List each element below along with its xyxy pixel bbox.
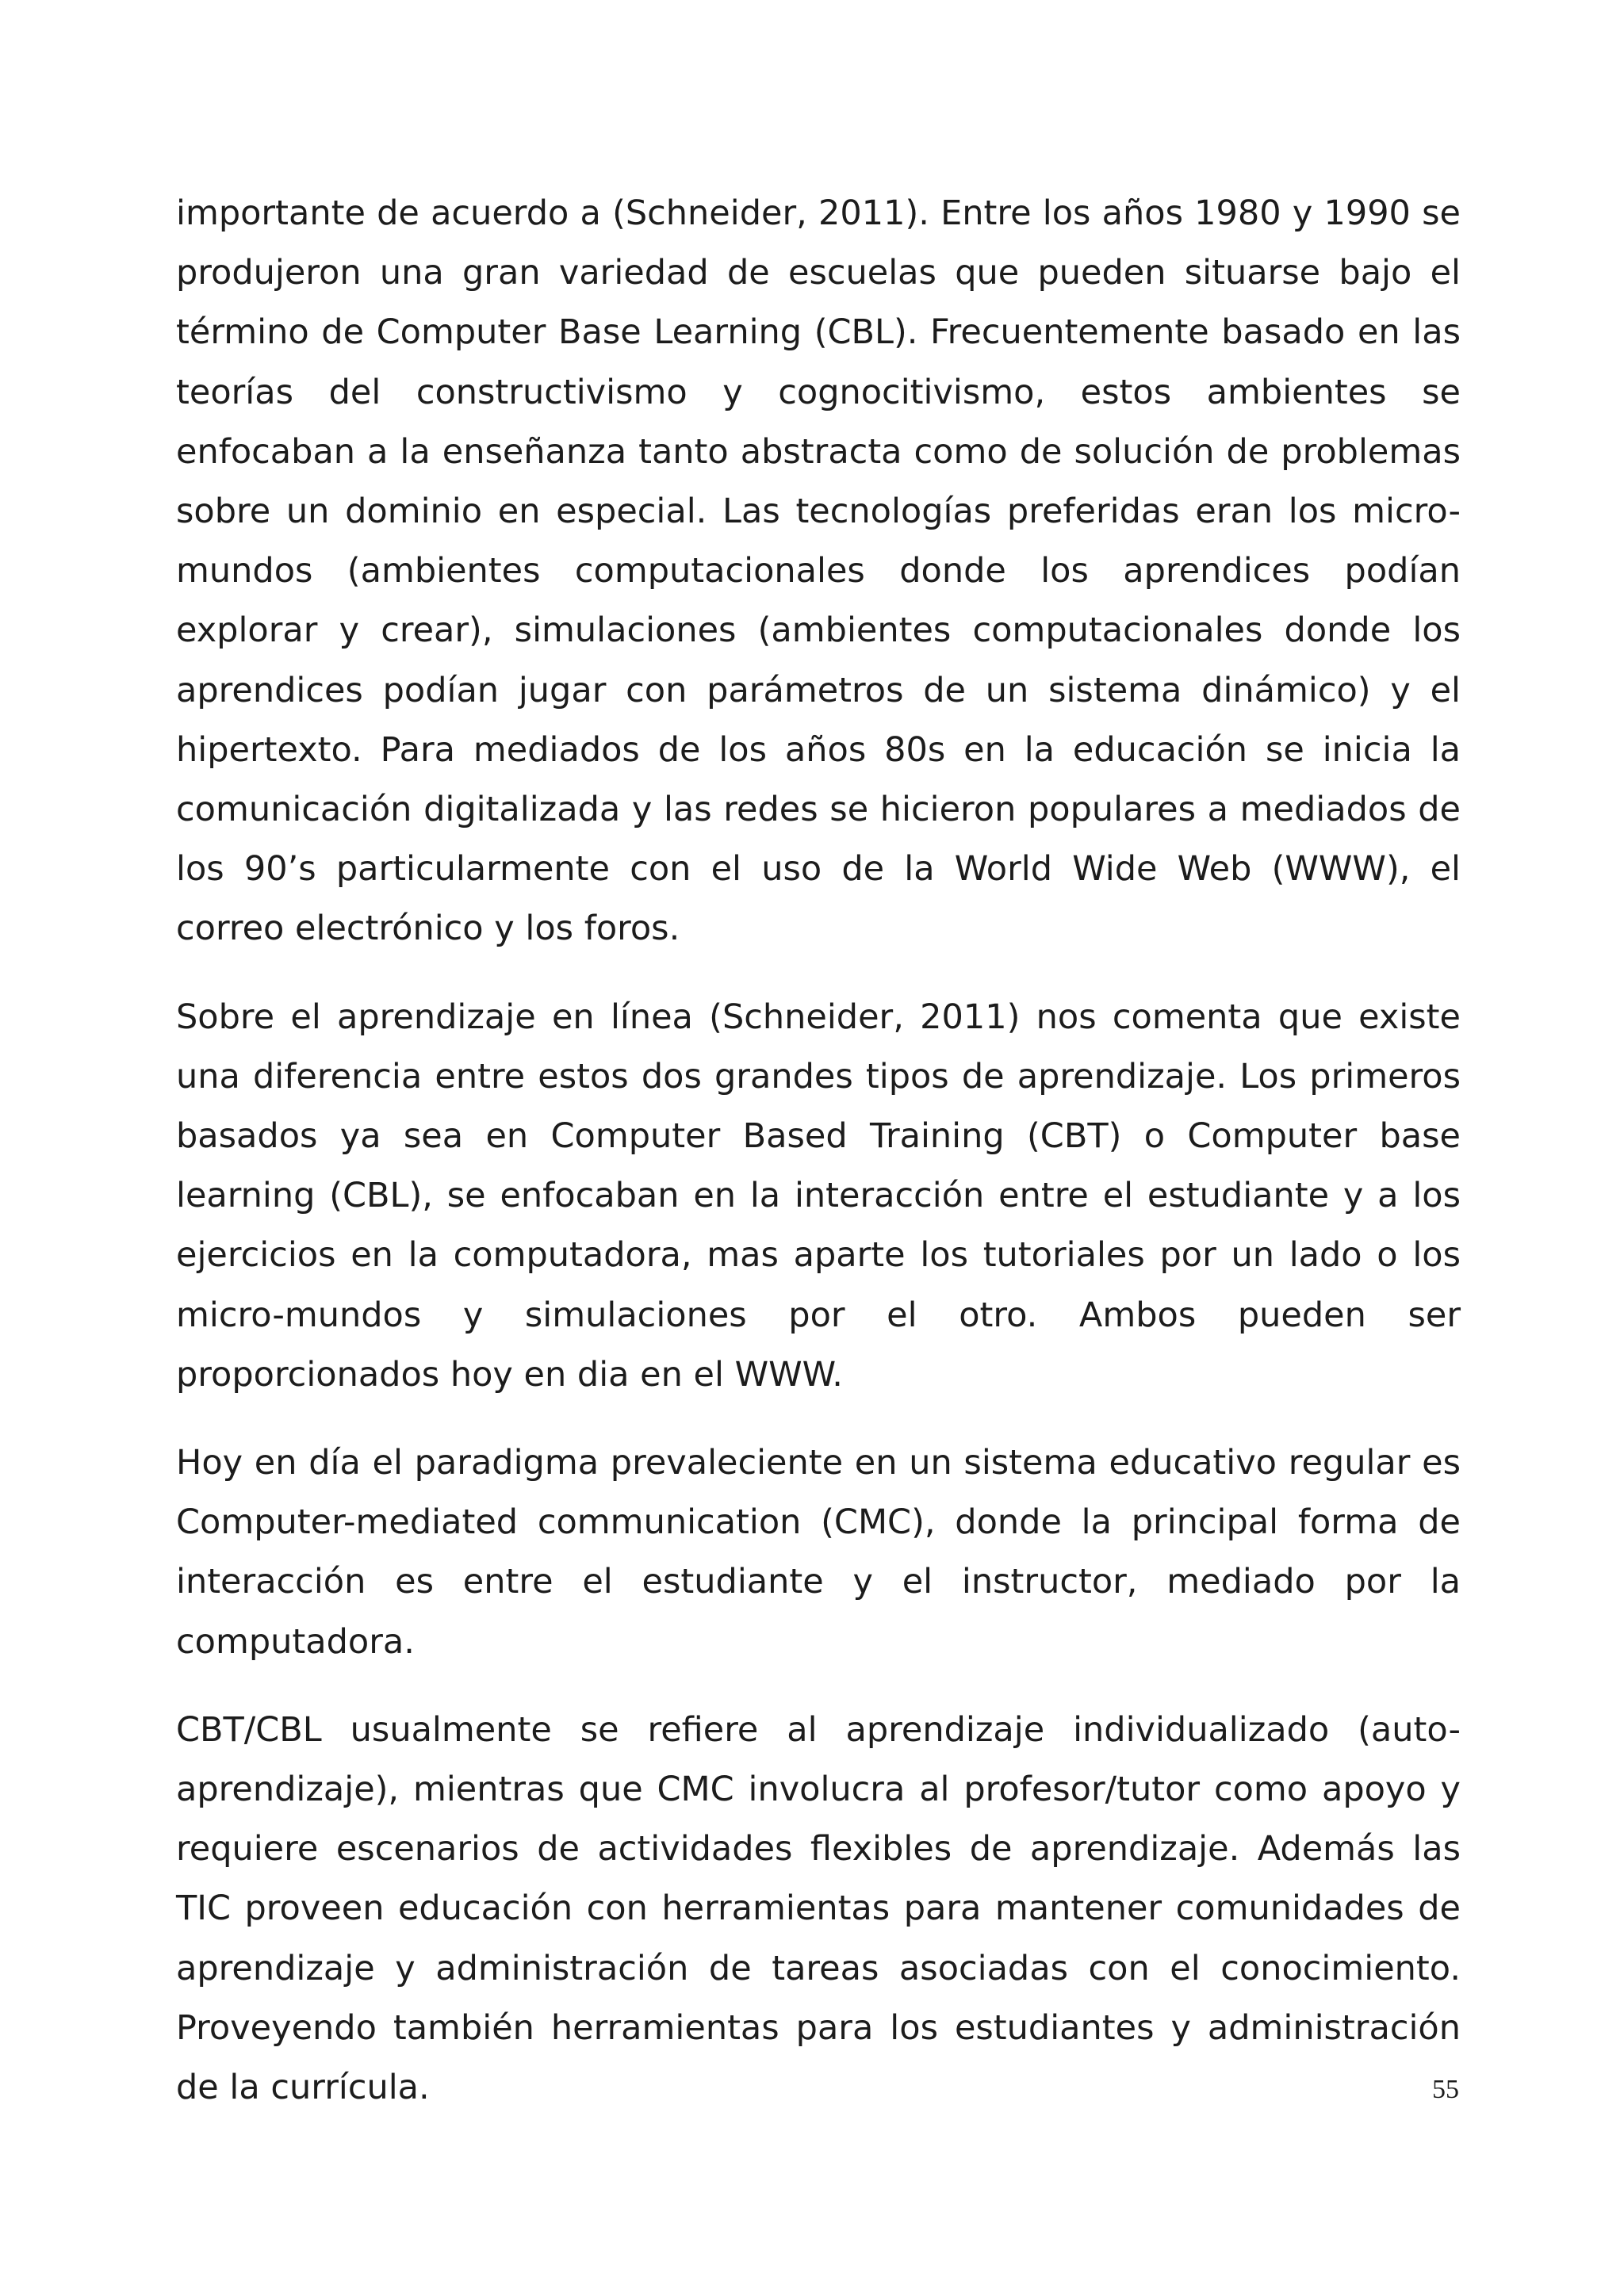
paragraph-cbt-cbl-vs-cmc: CBT/CBL usualmente se refiere al aprendizaje individualizado (auto-aprendizaje), mientras que CMC involucra al profesor/tutor como apoyo y requiere escenarios de actividades flexibles de aprendizaje. Además las TIC proveen educación con herramientas para mantener comunidades de aprendizaje y administración de tareas asociadas con el conocimiento. Proveyendo también herramientas para los estudiantes y administración de la currícula. <box>176 1709 1461 2108</box>
paragraph-cmc-paradigm: Hoy en día el paradigma prevaleciente en un sistema educativo regular es Computer-mediated communication (CMC), donde la principal forma de interacción es entre el estudiante y el instructor, mediado por la computadora. <box>176 1443 1461 1662</box>
paragraph-cbl-history: importante de acuerdo a (Schneider, 2011). Entre los años 1980 y 1990 se produjeron una gran variedad de escuelas que pueden situarse bajo el término de Computer Base Learning (CBL). Frecuentemente basado en las teorías del constructivismo y cognocitivismo, estos ambientes se enfocaban a la enseñanza tanto abstracta como de solución de problemas sobre un dominio en especial. Las tecnologías preferidas eran los micro-mundos (ambientes computacionales donde los aprendices podían explorar y crear), simulaciones (ambientes computacionales donde los aprendices podían jugar con parámetros de un sistema dinámico) y el hipertexto. Para mediados de los años 80s en la educación se inicia la comunicación digitalizada y las redes se hicieron populares a mediados de los 90’s particularmente con el uso de la World Wide Web (WWW), el correo electrónico y los foros. <box>176 193 1461 949</box>
paragraph-online-learning: Sobre el aprendizaje en línea (Schneider, 2011) nos comenta que existe una diferencia entre estos dos grandes tipos de aprendizaje. Los primeros basados ya sea en Computer Based Training (CBT) o Computer base learning (CBL), se enfocaban en la interacción entre el estudiante y a los ejercicios en la computadora, mas aparte los tutoriales por un lado o los micro-mundos y simulaciones por el otro. Ambos pueden ser proporcionados hoy en dia en el WWW. <box>176 997 1461 1395</box>
page-number: 55 <box>1432 2075 1459 2104</box>
body-text <box>176 184 1461 2146</box>
